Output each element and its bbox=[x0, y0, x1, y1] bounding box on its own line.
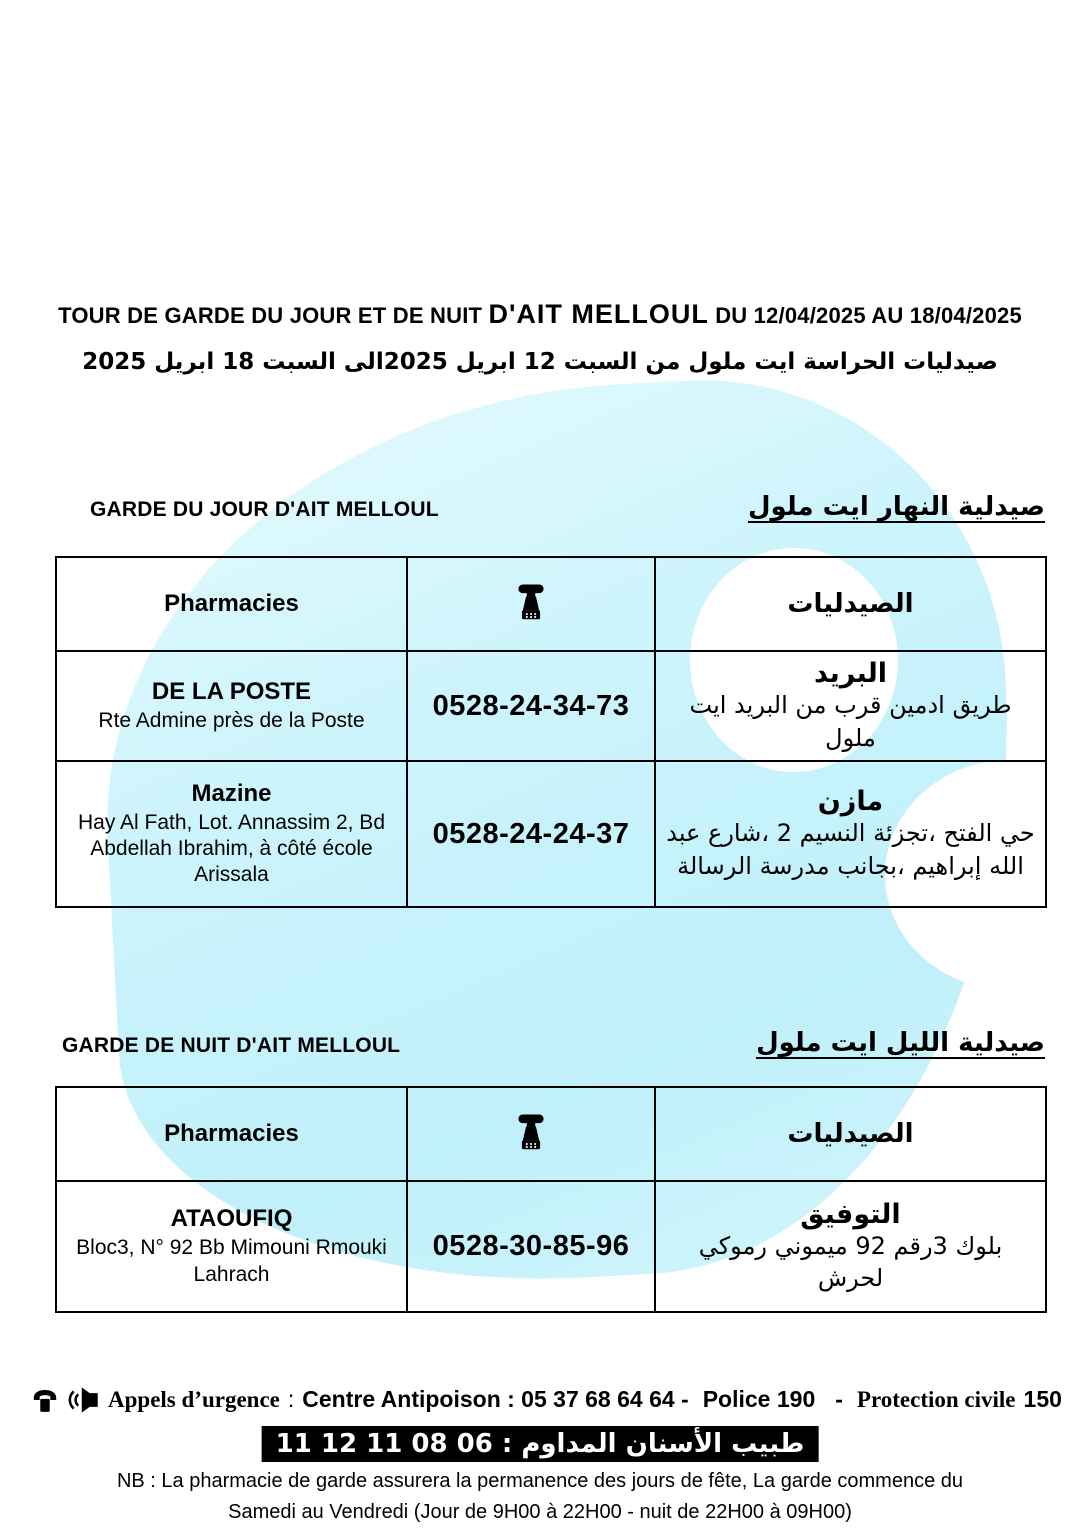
column-header-phone bbox=[407, 1087, 655, 1181]
telephone-icon bbox=[517, 1113, 545, 1151]
day-heading-fr: GARDE DU JOUR D'AIT MELLOUL bbox=[90, 498, 439, 521]
dash-separator: - bbox=[835, 1386, 843, 1412]
night-heading-ar: صيدلية الليل ايت ملول bbox=[756, 1028, 1045, 1058]
pharmacy-name-ar: مازن bbox=[817, 786, 884, 818]
protection-civile-label: Protection civile bbox=[856, 1386, 1016, 1412]
night-heading-fr: GARDE DE NUIT D'AIT MELLOUL bbox=[62, 1034, 401, 1057]
table-row bbox=[56, 761, 1046, 907]
pharmacy-cell-ar bbox=[655, 1181, 1046, 1312]
night-guard-table bbox=[55, 1086, 1047, 1313]
police-number: Police 190 bbox=[702, 1386, 816, 1412]
nb-note bbox=[0, 1466, 1080, 1528]
pharmacy-cell-ar bbox=[655, 651, 1046, 761]
pharmacy-name: Mazine bbox=[191, 779, 272, 807]
pharmacy-name: DE LA POSTE bbox=[151, 677, 312, 705]
protection-civile-number: 150 bbox=[1023, 1386, 1062, 1412]
nb-line2: Samedi au Vendredi (Jour de 9H00 à 22H00 - nuit de 22H00 à 09H00) bbox=[228, 1501, 852, 1523]
page-title bbox=[0, 299, 1080, 330]
pharmacy-address: Bloc3, N° 92 Bb Mimouni Rmouki Lahrach bbox=[76, 1236, 387, 1286]
emergency-line bbox=[30, 1386, 1060, 1413]
column-header-pharmacies: Pharmacies bbox=[56, 557, 407, 651]
column-header-pharmacies: Pharmacies bbox=[56, 1087, 407, 1181]
pharmacy-address: Hay Al Fath, Lot. Annassim 2, Bd Abdellah Ibrahim, à côté école Arissala bbox=[78, 810, 385, 887]
pharmacy-name-ar: التوفيق bbox=[800, 1198, 901, 1230]
title-part1: TOUR DE GARDE DU JOUR ET DE NUIT bbox=[58, 303, 483, 328]
title-emphasis: D'AIT MELLOUL bbox=[488, 299, 709, 329]
pharmacy-phone: 0528-24-34-73 bbox=[407, 651, 655, 761]
night-section-heading bbox=[55, 1028, 1045, 1058]
pharmacy-address-ar: بلوك 3رقم 92 ميموني رموكي لحرش bbox=[698, 1231, 1003, 1292]
emergency-label: Appels d’urgence bbox=[108, 1386, 280, 1412]
day-heading-ar: صيدلية النهار ايت ملول bbox=[747, 492, 1045, 522]
pharmacy-cell-ar bbox=[655, 761, 1046, 907]
telephone-icon bbox=[517, 583, 545, 621]
dentist-on-duty-bar: طبيب الأسنان المداوم : 06 08 11 12 11 bbox=[262, 1426, 819, 1462]
pharmacy-cell bbox=[56, 1181, 407, 1312]
emergency-colon: : bbox=[287, 1386, 295, 1412]
pharmacy-name-ar: البريد bbox=[814, 658, 887, 690]
table-row bbox=[56, 651, 1046, 761]
column-header-pharmacies-ar: الصيدليات bbox=[655, 1087, 1046, 1181]
table-header-row bbox=[56, 1087, 1046, 1181]
pharmacy-phone: 0528-30-85-96 bbox=[407, 1181, 655, 1312]
nb-line1: NB : La pharmacie de garde assurera la permanence des jours de fête, La garde commence du bbox=[116, 1470, 964, 1492]
pharmacy-phone: 0528-24-24-37 bbox=[407, 761, 655, 907]
telephone-icon bbox=[30, 1387, 60, 1413]
pharmacy-address: Rte Admine près de la Poste bbox=[98, 708, 365, 732]
table-row bbox=[56, 1181, 1046, 1312]
page-subtitle-arabic: صيدليات الحراسة ايت ملول من السبت 12 ابريل 2025الى السبت 18 ابريل 2025 bbox=[82, 349, 998, 375]
title-part2: DU 12/04/2025 AU 18/04/2025 bbox=[715, 303, 1022, 328]
speaker-icon bbox=[68, 1387, 100, 1413]
day-section-heading bbox=[55, 492, 1045, 522]
column-header-pharmacies-ar: الصيدليات bbox=[655, 557, 1046, 651]
day-guard-table bbox=[55, 556, 1047, 908]
antipoison-number: Centre Antipoison : 05 37 68 64 64 - bbox=[302, 1386, 689, 1412]
column-header-phone bbox=[407, 557, 655, 651]
pharmacy-address-ar: حي الفتح ،تجزئة النسيم 2 ،شارع عبد الله إبراهيم ،بجانب مدرسة الرسالة bbox=[666, 819, 1035, 880]
pharmacy-cell bbox=[56, 761, 407, 907]
pharmacy-address-ar: طريق ادمين قرب من البريد ايت ملول bbox=[689, 691, 1012, 752]
pharmacy-name: ATAOUFIQ bbox=[170, 1205, 293, 1233]
pharmacy-cell bbox=[56, 651, 407, 761]
table-header-row bbox=[56, 557, 1046, 651]
